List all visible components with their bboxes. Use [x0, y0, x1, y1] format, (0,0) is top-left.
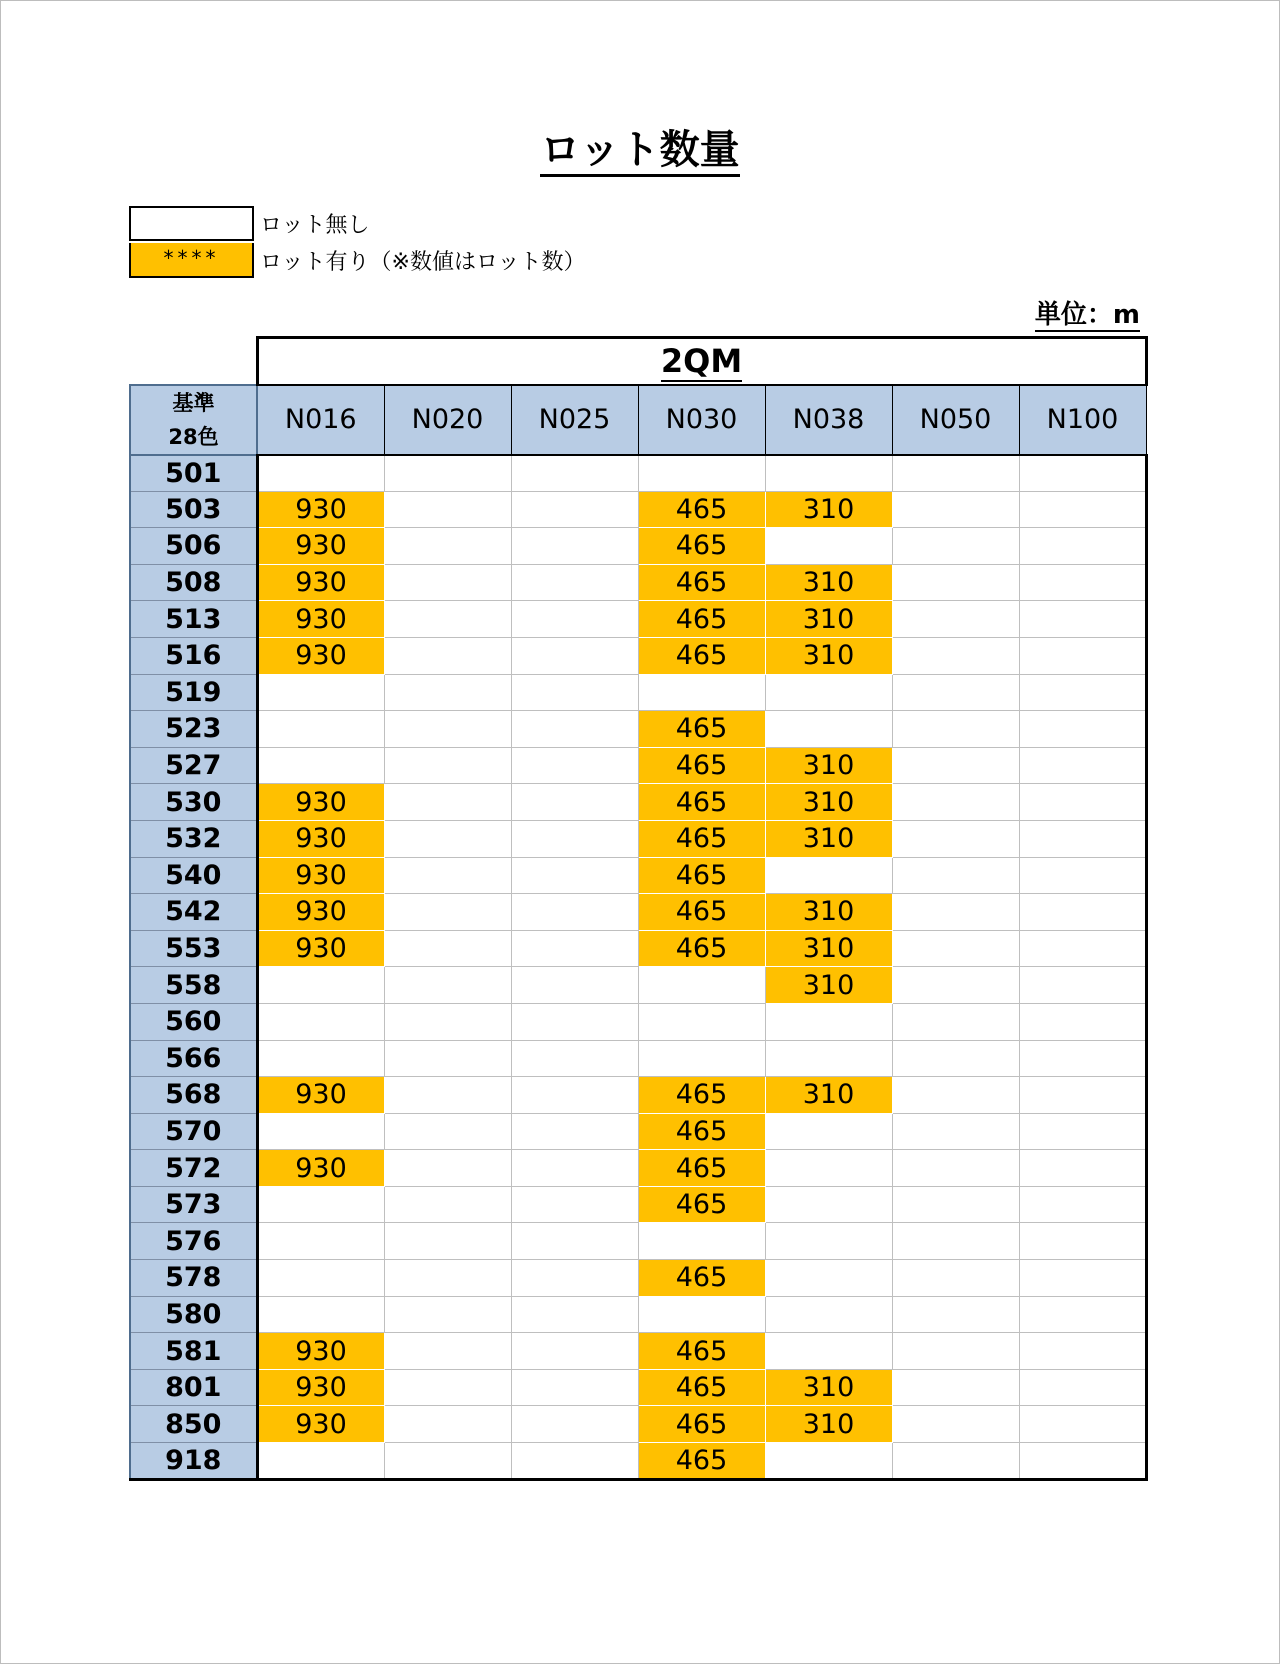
- lot-cell: 930: [257, 1077, 384, 1114]
- table-row: [130, 1040, 1146, 1077]
- row-code: 918: [130, 1443, 257, 1480]
- row-code: 513: [130, 601, 257, 638]
- lot-cell: [384, 1296, 511, 1333]
- lot-cell: [765, 1150, 892, 1187]
- lot-cell: [638, 455, 765, 492]
- table-row: [130, 857, 1146, 894]
- lot-cell: 930: [257, 1333, 384, 1370]
- group-header-row: [130, 338, 1146, 385]
- lot-cell: [384, 930, 511, 967]
- table-row: [130, 711, 1146, 748]
- lot-cell: 465: [638, 1077, 765, 1114]
- row-code: 566: [130, 1040, 257, 1077]
- lot-cell: [511, 930, 638, 967]
- lot-cell: [257, 747, 384, 784]
- row-code: 532: [130, 820, 257, 857]
- legend: [129, 205, 586, 279]
- lot-cell: [1019, 1443, 1146, 1480]
- lot-cell: [892, 637, 1019, 674]
- lot-cell: [765, 1113, 892, 1150]
- row-code: 501: [130, 455, 257, 492]
- lot-cell: [511, 1003, 638, 1040]
- lot-table: [129, 336, 1148, 1481]
- row-code: 558: [130, 967, 257, 1004]
- lot-cell: [1019, 857, 1146, 894]
- lot-cell: [384, 528, 511, 565]
- lot-cell: 310: [765, 820, 892, 857]
- lot-cell: [384, 857, 511, 894]
- lot-cell: [384, 1260, 511, 1297]
- column-header-row: [130, 385, 1146, 455]
- lot-cell: [892, 1443, 1019, 1480]
- table-row: [130, 1186, 1146, 1223]
- row-code: 516: [130, 637, 257, 674]
- table-row: [130, 1150, 1146, 1187]
- lot-cell: [384, 1186, 511, 1223]
- column-header: N025: [511, 385, 638, 455]
- lot-cell: [384, 637, 511, 674]
- row-code: 576: [130, 1223, 257, 1260]
- legend-swatch-has-lot: ****: [129, 243, 254, 278]
- lot-cell: [638, 1296, 765, 1333]
- lot-cell: [511, 967, 638, 1004]
- table-row: [130, 1223, 1146, 1260]
- unit-label-text: 単位：m: [1034, 300, 1140, 330]
- lot-cell: 465: [638, 784, 765, 821]
- lot-cell: [892, 1260, 1019, 1297]
- lot-cell: [384, 967, 511, 1004]
- lot-cell: 310: [765, 747, 892, 784]
- lot-cell: 465: [638, 857, 765, 894]
- lot-cell: [511, 637, 638, 674]
- table-body: [130, 455, 1146, 1480]
- page-title: [0, 118, 1280, 175]
- lot-cell: [511, 1223, 638, 1260]
- lot-cell: [1019, 1223, 1146, 1260]
- lot-cell: [892, 1333, 1019, 1370]
- lot-cell: [892, 674, 1019, 711]
- lot-cell: [1019, 564, 1146, 601]
- row-code: 801: [130, 1369, 257, 1406]
- group-header: [257, 338, 1146, 385]
- lot-cell: [765, 711, 892, 748]
- lot-cell: [511, 564, 638, 601]
- lot-cell: [511, 1369, 638, 1406]
- lot-cell: [257, 674, 384, 711]
- column-header: N100: [1019, 385, 1146, 455]
- lot-cell: [384, 820, 511, 857]
- lot-cell: [892, 528, 1019, 565]
- lot-cell: [511, 491, 638, 528]
- row-code: 581: [130, 1333, 257, 1370]
- lot-cell: [765, 1003, 892, 1040]
- lot-cell: [384, 894, 511, 931]
- lot-cell: [384, 1443, 511, 1480]
- lot-cell: [384, 455, 511, 492]
- page-title-text: ロット数量: [540, 127, 739, 177]
- lot-cell: 930: [257, 491, 384, 528]
- lot-cell: [1019, 1333, 1146, 1370]
- lot-cell: [384, 601, 511, 638]
- lot-cell: 310: [765, 967, 892, 1004]
- lot-cell: [892, 930, 1019, 967]
- lot-cell: [1019, 1406, 1146, 1443]
- lot-cell: [638, 967, 765, 1004]
- table-row: [130, 491, 1146, 528]
- lot-cell: [384, 674, 511, 711]
- lot-cell: [384, 1040, 511, 1077]
- lot-cell: [892, 894, 1019, 931]
- lot-cell: 465: [638, 1150, 765, 1187]
- lot-cell: 465: [638, 491, 765, 528]
- lot-cell: [892, 564, 1019, 601]
- lot-cell: [257, 1186, 384, 1223]
- table-row: [130, 1113, 1146, 1150]
- row-code: 503: [130, 491, 257, 528]
- row-code: 508: [130, 564, 257, 601]
- row-code: 540: [130, 857, 257, 894]
- lot-cell: [384, 1406, 511, 1443]
- lot-cell: [384, 1003, 511, 1040]
- lot-cell: 930: [257, 1406, 384, 1443]
- legend-row-has-lot: [129, 242, 586, 279]
- row-code: 542: [130, 894, 257, 931]
- table-row: [130, 1077, 1146, 1114]
- lot-cell: 310: [765, 601, 892, 638]
- lot-cell: [511, 528, 638, 565]
- column-header: N038: [765, 385, 892, 455]
- column-header: N050: [892, 385, 1019, 455]
- lot-cell: 465: [638, 564, 765, 601]
- legend-label-no-lot: ロット無し: [260, 213, 370, 238]
- lot-cell: 930: [257, 637, 384, 674]
- row-code: 506: [130, 528, 257, 565]
- lot-cell: [511, 674, 638, 711]
- lot-cell: [892, 491, 1019, 528]
- lot-cell: 310: [765, 1369, 892, 1406]
- lot-cell: [1019, 1040, 1146, 1077]
- lot-cell: [511, 747, 638, 784]
- row-code: 527: [130, 747, 257, 784]
- lot-cell: [892, 784, 1019, 821]
- lot-table-wrap: [129, 336, 1148, 1481]
- lot-cell: [765, 1260, 892, 1297]
- lot-cell: [1019, 711, 1146, 748]
- lot-cell: 465: [638, 1260, 765, 1297]
- lot-cell: [257, 1003, 384, 1040]
- lot-cell: [384, 1113, 511, 1150]
- lot-cell: 310: [765, 491, 892, 528]
- lot-cell: [384, 711, 511, 748]
- table-row: [130, 1369, 1146, 1406]
- row-code: 568: [130, 1077, 257, 1114]
- lot-cell: 465: [638, 637, 765, 674]
- lot-cell: [257, 1443, 384, 1480]
- row-code: 523: [130, 711, 257, 748]
- lot-cell: 310: [765, 564, 892, 601]
- legend-swatch-no-lot: [129, 206, 254, 241]
- lot-cell: [1019, 528, 1146, 565]
- table-row: [130, 967, 1146, 1004]
- table-row: [130, 528, 1146, 565]
- row-code: 573: [130, 1186, 257, 1223]
- lot-cell: 465: [638, 1369, 765, 1406]
- lot-cell: [511, 1113, 638, 1150]
- lot-cell: 930: [257, 784, 384, 821]
- lot-cell: [1019, 1113, 1146, 1150]
- lot-cell: [638, 1003, 765, 1040]
- lot-cell: 465: [638, 711, 765, 748]
- legend-label-has-lot: ロット有り（※数値はロット数）: [260, 250, 586, 275]
- row-code: 850: [130, 1406, 257, 1443]
- corner-label-line1: 基準: [172, 390, 215, 415]
- lot-cell: [638, 674, 765, 711]
- lot-cell: [892, 1296, 1019, 1333]
- lot-cell: [1019, 1296, 1146, 1333]
- legend-row-no-lot: [129, 205, 586, 242]
- table-row: [130, 747, 1146, 784]
- lot-cell: [511, 711, 638, 748]
- lot-cell: [257, 1296, 384, 1333]
- lot-cell: [1019, 967, 1146, 1004]
- lot-cell: [1019, 674, 1146, 711]
- lot-cell: 930: [257, 564, 384, 601]
- lot-cell: [384, 747, 511, 784]
- lot-cell: [384, 1077, 511, 1114]
- lot-cell: [511, 601, 638, 638]
- lot-cell: 310: [765, 1077, 892, 1114]
- table-row: [130, 637, 1146, 674]
- lot-cell: [892, 1369, 1019, 1406]
- lot-cell: [892, 1186, 1019, 1223]
- lot-cell: [1019, 930, 1146, 967]
- lot-cell: [765, 1040, 892, 1077]
- table-row: [130, 564, 1146, 601]
- lot-cell: [384, 564, 511, 601]
- column-header: N020: [384, 385, 511, 455]
- lot-cell: [511, 1296, 638, 1333]
- table-row: [130, 455, 1146, 492]
- lot-cell: [1019, 894, 1146, 931]
- lot-cell: [511, 857, 638, 894]
- lot-cell: 465: [638, 747, 765, 784]
- lot-cell: [1019, 747, 1146, 784]
- table-row: [130, 1296, 1146, 1333]
- row-code: 530: [130, 784, 257, 821]
- lot-cell: 465: [638, 894, 765, 931]
- lot-cell: [892, 455, 1019, 492]
- lot-cell: [1019, 1150, 1146, 1187]
- table-row: [130, 930, 1146, 967]
- lot-cell: [384, 491, 511, 528]
- lot-cell: [257, 1113, 384, 1150]
- lot-cell: [257, 455, 384, 492]
- lot-cell: 465: [638, 1443, 765, 1480]
- lot-cell: 930: [257, 528, 384, 565]
- row-code: 580: [130, 1296, 257, 1333]
- lot-cell: [1019, 637, 1146, 674]
- lot-cell: [765, 1443, 892, 1480]
- row-code: 572: [130, 1150, 257, 1187]
- lot-cell: [384, 1150, 511, 1187]
- table-row: [130, 1443, 1146, 1480]
- lot-cell: [638, 1040, 765, 1077]
- lot-cell: [257, 711, 384, 748]
- lot-cell: 310: [765, 930, 892, 967]
- lot-cell: [511, 1443, 638, 1480]
- lot-cell: [892, 857, 1019, 894]
- lot-cell: [257, 1223, 384, 1260]
- row-code: 578: [130, 1260, 257, 1297]
- table-row: [130, 894, 1146, 931]
- table-row: [130, 1003, 1146, 1040]
- lot-cell: [638, 1223, 765, 1260]
- lot-cell: 930: [257, 1150, 384, 1187]
- lot-cell: [765, 528, 892, 565]
- lot-cell: [1019, 784, 1146, 821]
- lot-cell: [892, 1003, 1019, 1040]
- lot-cell: [765, 1333, 892, 1370]
- lot-cell: [511, 784, 638, 821]
- lot-cell: [892, 1040, 1019, 1077]
- corner-label-line2: 28色: [168, 424, 219, 449]
- lot-cell: 465: [638, 528, 765, 565]
- lot-cell: [511, 1077, 638, 1114]
- lot-cell: [384, 1369, 511, 1406]
- lot-cell: [257, 1040, 384, 1077]
- lot-cell: [384, 784, 511, 821]
- lot-cell: 465: [638, 930, 765, 967]
- lot-cell: 465: [638, 1186, 765, 1223]
- lot-cell: 310: [765, 1406, 892, 1443]
- group-header-label: 2QM: [660, 342, 743, 381]
- table-row: [130, 1406, 1146, 1443]
- lot-cell: [892, 711, 1019, 748]
- lot-cell: 465: [638, 601, 765, 638]
- lot-cell: 930: [257, 820, 384, 857]
- lot-cell: [892, 1150, 1019, 1187]
- lot-cell: [892, 1077, 1019, 1114]
- lot-cell: 930: [257, 894, 384, 931]
- lot-cell: [1019, 1186, 1146, 1223]
- lot-cell: [765, 857, 892, 894]
- row-code: 553: [130, 930, 257, 967]
- lot-cell: [892, 967, 1019, 1004]
- lot-cell: [511, 1406, 638, 1443]
- table-row: [130, 1333, 1146, 1370]
- lot-cell: [511, 1333, 638, 1370]
- lot-cell: 465: [638, 1406, 765, 1443]
- lot-cell: [1019, 820, 1146, 857]
- lot-cell: [511, 1186, 638, 1223]
- row-code: 519: [130, 674, 257, 711]
- table-row: [130, 601, 1146, 638]
- lot-cell: 465: [638, 820, 765, 857]
- lot-cell: 465: [638, 1333, 765, 1370]
- lot-cell: [1019, 1077, 1146, 1114]
- lot-cell: [892, 601, 1019, 638]
- table-row: [130, 674, 1146, 711]
- lot-cell: [765, 1186, 892, 1223]
- lot-cell: [765, 1296, 892, 1333]
- column-header: N030: [638, 385, 765, 455]
- lot-cell: [511, 455, 638, 492]
- group-header-spacer: [130, 338, 257, 385]
- table-row: [130, 1260, 1146, 1297]
- lot-cell: [257, 967, 384, 1004]
- lot-cell: [1019, 1260, 1146, 1297]
- lot-cell: [1019, 1369, 1146, 1406]
- row-code: 560: [130, 1003, 257, 1040]
- lot-cell: [1019, 601, 1146, 638]
- lot-cell: [511, 1040, 638, 1077]
- lot-cell: [511, 1260, 638, 1297]
- lot-cell: 310: [765, 894, 892, 931]
- lot-cell: 930: [257, 857, 384, 894]
- lot-cell: [892, 1113, 1019, 1150]
- lot-cell: [384, 1333, 511, 1370]
- lot-cell: [892, 1223, 1019, 1260]
- lot-cell: [511, 1150, 638, 1187]
- corner-header: [130, 385, 257, 455]
- lot-cell: 930: [257, 1369, 384, 1406]
- lot-cell: [892, 820, 1019, 857]
- lot-cell: 465: [638, 1113, 765, 1150]
- lot-cell: [384, 1223, 511, 1260]
- lot-cell: [892, 747, 1019, 784]
- lot-cell: [511, 894, 638, 931]
- table-row: [130, 784, 1146, 821]
- lot-cell: [1019, 1003, 1146, 1040]
- lot-cell: 930: [257, 601, 384, 638]
- lot-cell: [1019, 491, 1146, 528]
- lot-cell: [257, 1260, 384, 1297]
- column-header: N016: [257, 385, 384, 455]
- table-row: [130, 820, 1146, 857]
- lot-cell: [765, 1223, 892, 1260]
- lot-cell: [765, 455, 892, 492]
- lot-cell: 310: [765, 784, 892, 821]
- lot-cell: [1019, 455, 1146, 492]
- row-code: 570: [130, 1113, 257, 1150]
- lot-cell: [765, 674, 892, 711]
- lot-cell: [511, 820, 638, 857]
- unit-label: [1035, 294, 1140, 331]
- lot-cell: 930: [257, 930, 384, 967]
- lot-cell: 310: [765, 637, 892, 674]
- lot-cell: [892, 1406, 1019, 1443]
